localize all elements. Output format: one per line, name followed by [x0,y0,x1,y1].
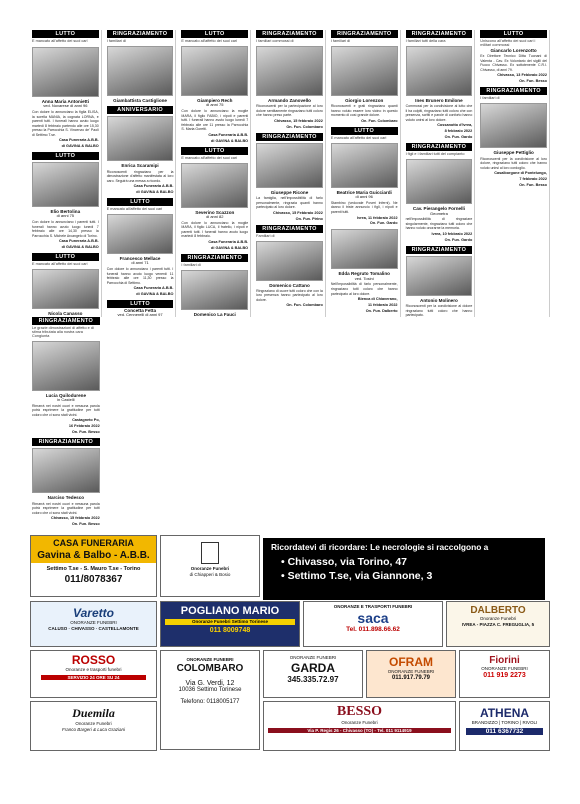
ad-gavina-name: Gavina & Balbo - A.B.B. [31,550,156,563]
obituary-card [107,30,174,103]
ad-varetto[interactable] [30,601,157,647]
obituary-card [406,143,473,243]
obituary-signature: On. Fun. Pirino [295,216,323,221]
ad-saca[interactable] [303,601,443,647]
obituaries-grid [30,30,550,530]
obituary-intro: I familiari di [106,39,126,43]
obituary-card [480,87,547,188]
obituary-signature: On. Fun. Besso [519,183,547,188]
deceased-name: Domenico Cattano [269,282,310,288]
obituary-intro: I familiari tutti della cara [405,39,446,43]
obituary-signature: Casa Funeraria A.B.B. [133,286,174,291]
ad-gavina-locations: Settimo T.se - S. Mauro T.se - Torino [46,566,141,572]
portrait-photo [107,46,174,96]
deceased-name: Antonio Molinero [420,297,458,303]
obituary-header: LUTTO [331,127,398,135]
obituary-intro: Familiari di [256,233,275,238]
deceased-name: Armando Zanovello [268,98,311,103]
obituary-card [181,30,248,144]
obituary-signature: On. Fun. Besso [519,79,547,84]
obituary-signature: 16 Febbraio 2022 [68,424,100,429]
obituary-intro: Uniscono all'affetto dei suoi cari i militari commossi [480,39,536,47]
ad-varetto-title: Varetto [73,606,114,620]
deceased-name: Beatrice Maria Guicciardi [336,189,392,195]
ad-saca-phone: Tel. 011.898.66.62 [346,625,400,633]
ad-colombaro-phone: Telefono: 0118005177 [180,698,240,705]
deceased-name: Ines Brunero Emilone [415,98,463,103]
deceased-age: Geometra [430,210,448,216]
obituary-signature: Chivasso, 15 febbraio 2022 [274,118,323,123]
ad-rosso-title: ROSSO [71,653,116,667]
obituary-intro: E mancato all'affetto dei suoi cari [106,207,163,212]
ad-ofram[interactable] [366,650,456,698]
obituary-signature: Castagneto Po, [72,418,100,423]
obituary-text: Con dolore lo annunciano la moglie MARA, il figlio FABIO, i nipoti e parenti tutti. I funerali hanno avuto luogo lunedì 7 febbraio alle ore 11 presso la Parrocchia S. Maria Goretti. [181,109,249,132]
obituary-text: Con dolore lo annunciano la figlia ELISA, la sorella MANIA, la cognata LORNA, e parenti tutti. I funerali hanno avuto luogo martedì 8 febbraio partendo alle ore 15,30 presso la Parrocchia S. Vincenzo de' Paoli di Settimo T.se. [32,110,99,137]
obituary-signature: di GAVINA & BALBO [136,292,174,297]
portrait-photo [181,163,248,208]
obituary-intro: I familiari di [330,39,351,43]
obituary-card [32,253,99,316]
ad-pogliano-sub: Onoranze Funebri Settimo Torinese [165,619,295,625]
obituary-signature: On. Fun. Gardo [369,221,398,226]
ad-gavina-phone: 011/8078367 [64,574,123,585]
obituary-card [32,47,99,149]
obituary-column [30,30,102,317]
ad-ofram-sub: ONORANZE FUNEBRI [387,669,435,674]
obituary-signature: 8 febbraio 2022 [444,129,473,134]
deceased-name: Edda Regruto Tomalino [338,271,390,277]
obituary-signature: di GAVINA & BALBO [211,245,249,250]
obituary-text: Riconoscenti ringraziano per la dimostrazione d'affetto manifestata al loro caro. Seguirà una messa a ricordo. [106,169,174,183]
obituary-intro: E mancato all'affetto dei suoi cari [32,39,88,43]
obituary-text: La famiglia, nell'impossibilità di farlo personalmente, ringrazia quanti hanno partecipato al loro dolore. [256,196,323,210]
ad-varetto-sub: ONORANZE FUNEBRI [70,620,117,625]
obituary-card [331,229,398,313]
obituary-text: Commossi per la condivisione al lutto che li ha colpiti, ringraziano tutti coloro che con presenza, scritti e parole di conforto hanno voluto unirsi al loro dolore. [405,104,473,122]
deceased-age: di anni 75 [56,213,75,219]
obituary-header: RINGRAZIAMENTO [107,30,174,38]
obituary-text: Riconoscenti per la partecipazione al loro dolore sentitamente ringraziano tutti coloro che hanno preso parte. [256,104,323,118]
obituary-card [331,127,398,227]
deceased-name: Concetta Fetta [124,308,157,314]
portrait-photo [406,46,473,96]
ad-fiorini-phone: 011 919 2273 [483,671,526,679]
obituary-signature: 7 febbraio 2022 [519,177,547,182]
obituary-header: RINGRAZIAMENTO [181,254,248,262]
deceased-age: in Castelli [57,397,75,403]
portrait-photo [256,46,323,96]
ad-colombaro-street: Via G. Verdi, 12 [185,679,235,687]
obituary-card [480,30,547,84]
obituary-intro: I familiari di [181,262,201,267]
obituary-column [179,30,251,317]
obituary-intro: E mancato all'affetto dei suoi cari [32,262,88,267]
obituary-intro: I familiari di [480,96,500,101]
obituary-card [181,254,248,317]
obituary-column [105,30,177,317]
obituary-card [406,246,473,317]
ad-besso[interactable] [263,701,456,751]
deceased-name: Giuseppe Ricone [270,189,309,195]
obituary-header: RINGRAZIAMENTO [32,438,100,446]
deceased-name: Francesco Mellace [119,256,161,262]
deceased-name: Narciso Tedesco [47,495,85,501]
ad-dalberto-address: IVREA - PIAZZA C. FREGUGLIA, 5 [461,621,535,627]
obituary-signature: di GAVINA & BALBO [61,245,99,250]
obituary-signature: On. Fun. Colombaro [286,303,323,308]
obituary-card [406,30,473,140]
ad-fiorini-title: Fiorini [489,655,520,666]
obituary-signature: On. Fun. Besso [71,430,100,435]
portrait-photo [32,269,99,309]
obituary-header: LUTTO [107,300,174,308]
ad-fiorini-sub: ONORANZE FUNEBRI [481,666,528,671]
portrait-photo [331,46,398,96]
deceased-name: Giampiero Rech [197,98,233,103]
obituary-text: Stambino (vedovale Poveri Inferni). Ne danno il triste annuncio i figli, i nipoti e parenti tutti. [330,200,398,215]
ad-pogliano-title: POGLIANO MARIO [180,605,280,617]
ad-besso-address: Via P. Regis 26 - Chivasso (TO) - Tel. 011 9114919 [268,728,451,734]
portrait-photo [32,341,100,391]
obituary-text: Riconoscenti e grati ringraziano quanti hanno voluto essere loro vicino in questo momento di così grande dolore. [330,104,398,118]
obituary-text: Nell'impossibilità di farlo personalmente, ringraziano tutti coloro che hanno partecipato al loro dolore. [330,282,398,296]
obituary-header: LUTTO [181,147,248,155]
banner-address-settimo: • Settimo T.se, via Giannone, 3 [281,570,433,582]
banner-address-chivasso: • Chivasso, via Torino, 47 [281,556,408,568]
ad-athena[interactable] [459,701,550,751]
ad-onoranze1-sub: di Chiapperi & Bosio [189,571,231,577]
ad-garda[interactable] [263,650,363,698]
obituary-signature: di GAVINA & BALBO [136,190,174,195]
logo-icon [201,542,219,564]
obituary-text: Rimarrà nei nostri cuori e nessuna parola potrà esprimere la gratitudine per tutti coloro che ci sono stati vicini. [32,403,100,417]
deceased-age: ved. Novarese di anni 96 [43,103,88,109]
obituary-intro: Le grazie dimostrazioni di affetto e di stima tributata alla nostra cara Congiunta [32,325,94,338]
obituary-column [329,30,401,317]
ad-pogliano[interactable] [160,601,300,647]
ad-onoranze-chiapperi[interactable] [160,535,260,597]
obituary-text: Con dolore lo annunciano i parenti tutti. I funerali hanno avuto luogo venerdì 11 febbraio alle ore 11,30 presso la Parrocchia di Settimo. [106,267,174,285]
obituary-header: LUTTO [181,30,248,38]
obituary-signature: Casa Funeraria A.B.B. [208,239,249,244]
obituary-signature: Chivasso, 15 Febbraio 2022 [273,210,323,215]
obituary-header: RINGRAZIAMENTO [480,87,547,95]
obituary-card [256,225,323,309]
obituary-header: RINGRAZIAMENTO [406,143,473,151]
obituary-intro: E mancato all'affetto dei suoi cari [181,39,237,43]
ad-varetto-cities: CALUSO · CHIVASSO · CASTELLAMONTE [48,625,139,631]
ad-fiorini[interactable] [459,650,550,698]
obituary-header: RINGRAZIAMENTO [256,225,323,233]
obituary-signature: Casa Funeraria A.B.B. [208,132,249,137]
obituary-signature: Ivrea, 10 febbraio 2022 [431,231,473,236]
obituary-header: RINGRAZIAMENTO [331,30,398,38]
obituary-header: RINGRAZIAMENTO [406,246,473,254]
obituary-intro: I figli e i familiari tutti del compianto [405,152,465,157]
obituary-intro: E mancato all'affetto dei suoi cari [330,135,387,140]
deceased-age: ved. Tosini [354,275,374,281]
deceased-age: di anni 75 [206,102,224,108]
ad-saca-name: saca [357,609,389,626]
portrait-photo [32,47,99,97]
obituary-text: Con dolore lo annunciano la moglie MARA, il figlio LUCA, il fratello, i nipoti e parenti tutti. I funerali hanno avuto luogo martedì 8 febbraio. [181,220,249,239]
obituary-signature: Bienca di Chiaverano, [357,297,398,302]
portrait-photo [406,256,473,296]
deceased-age: ved. Cennerelli di anni 97 [117,312,163,317]
deceased-name: Elio Bertolina [50,209,81,215]
obituary-signature: Casa Funeraria A.B.B. [58,239,99,244]
portrait-photo [406,159,473,204]
ad-besso-sub: Onoranze Funebri [341,720,378,725]
obituary-text: Con dolore lo annunciano i parenti tutti. I funerali hanno avuto luogo lunedì 7 febbraio alle ore 14,30 presso la Parrocchia S. Michele Arcangelo di Torino. [32,220,99,238]
ad-garda-title: ONORANZE FUNEBRI [289,655,337,660]
portrait-photo [256,143,323,188]
obituary-header: RINGRAZIAMENTO [406,30,473,38]
deceased-name: Nicola Canasso [48,311,83,317]
ad-dalberto[interactable] [446,601,550,647]
obituary-signature: On. Fun. Colombaro [361,118,398,123]
portrait-photo [181,270,248,310]
portrait-photo [32,162,99,207]
obituary-intro: I familiari commossi di [256,39,294,43]
obituary-card [181,147,248,251]
obituary-text: nell'impossibilità di ringraziare singolarmente, ringraziano tutti coloro che hanno voluto onorarne la memoria. [405,217,473,231]
deceased-age: di anni 82 [206,213,224,219]
obituary-card [256,30,323,130]
obituary-signature: Ivrea, 11 febbraio 2022 [357,215,398,220]
ad-rosso-service: SERVIZIO 24 ORE SU 24 [41,675,146,681]
obituary-card [107,300,174,317]
ad-saca-title: ONORANZE E TRASPORTI FUNEBRI [333,604,413,609]
deceased-name: Giuseppe Pettiglio [493,150,534,156]
ad-colombaro-city: 10036 Settimo Torinese [178,686,242,693]
obituary-text: Riconoscenti per la condivisione al dolore ringraziano tutti coloro che hanno partecipato. [405,304,473,317]
ad-colombaro-name: COLOMBARO [176,662,244,674]
obituary-header: ANNIVERSARIO [107,106,174,114]
deceased-age: di anni 71 [131,260,149,266]
ad-dalberto-title: DALBERTO [470,605,526,616]
ad-dalberto-sub: Onoranze Funebri [479,616,517,621]
deceased-name: Lucia Quilodurene [45,392,87,398]
ad-duemila[interactable] [30,701,157,751]
obituary-card [32,317,100,435]
ad-colombaro[interactable] [160,650,260,750]
deceased-name: Giorgio Lorenzon [345,98,384,103]
obituary-signature: Casalborgone di Pontelungo, [494,171,547,176]
ad-duemila-owners: Franco Bargeri & Luca Graziani [61,726,126,732]
ad-gavina-title: CASA FUNERARIA [31,536,156,550]
portrait-photo [480,103,547,148]
obituary-signature: 11 febbraio 2022 [368,303,398,308]
deceased-name: Anna Maria Antonietti [41,99,89,104]
ad-athena-phone: 011 6367732 [466,728,543,735]
ad-pogliano-phone: 011 8009748 [209,626,251,634]
obituary-header: LUTTO [480,30,547,38]
ad-athena-title: ATHENA [479,706,530,720]
portrait-photo [181,46,248,96]
obituary-signature: Cossanotto d'Ivrea, [437,123,473,128]
obituary-signature: On. Fun. Gardo [444,135,473,140]
obituary-text: Ex Direttore Tecnico Ditta Tuonani di Valenta - Cav. Ex Volontario dei sigilli del Fuoco Chivasso. Ex sottotenente C.R.I. Chivasso, di anni 79. [480,54,547,72]
ad-ofram-phone: 011.917.79.79 [391,674,431,681]
portrait-photo [331,229,398,269]
obituary-card [32,438,100,527]
deceased-name: Cav. Pierangelo Fornelli [412,206,465,212]
obituary-signature: On. Fun. Besso [71,522,100,527]
portrait-photo [331,143,398,188]
obituary-header: LUTTO [32,152,99,160]
obituary-header: RINGRAZIAMENTO [32,317,100,325]
banner-title: Ricordatevi di ricordare: Le necrologie si raccolgono a [271,542,489,552]
ad-ofram-title: OFRAM [389,655,433,669]
obituary-signature: Chivasso, 13 Febbraio 2022 [497,73,547,78]
ad-athena-sub: BRANDIZZO | TORINO | RIVOLI [471,720,538,725]
ad-besso-title: BESSO [336,704,383,719]
obituary-card [32,152,99,250]
obituary-column [478,30,550,317]
obituary-header: RINGRAZIAMENTO [256,30,323,38]
portrait-photo [107,116,174,161]
ad-gavina-balbo[interactable] [30,535,157,597]
obituary-signature: Casa Funeraria A.B.B. [133,184,174,189]
obituary-header: LUTTO [32,253,99,261]
obituary-text: Riconoscenti per la condivisione al loro dolore, ringraziano tutti coloro che hanno voluto unirsi al loro cordoglio. [480,156,547,170]
necrologie-banner [263,538,545,600]
obituary-card [331,30,398,124]
obituary-card [107,106,174,195]
obituary-column [30,317,102,530]
obituary-card [32,30,99,44]
obituary-header: LUTTO [32,30,99,38]
obituary-intro: E mancato all'affetto dei suoi cari [181,155,237,160]
ad-onoranze1-title: Onoranze Funebri [190,566,230,571]
obituary-card [107,198,174,297]
obituary-signature: di GAVINA & BALBO [211,138,249,143]
ad-duemila-title: Duemila [72,706,115,720]
obituary-card [256,133,323,222]
deceased-age: di anni 96 [355,194,373,200]
portrait-photo [32,448,100,493]
deceased-name: Giancarlo Lorenzotto [490,48,537,53]
obituary-text: Rimarrà nei nostri cuori e nessuna parola potrà esprimere la gratitudine per tutti coloro che ci sono stati vicini. [32,501,100,515]
obituary-signature: Casa Funeraria A.B.B. [58,138,99,143]
obituary-column [404,30,476,317]
obituary-text: Ringraziano di cuore tutti coloro che con la loro presenza hanno partecipato al loro dolore. [256,288,323,302]
obituary-signature: On. Fun. Gardo [444,237,473,242]
ad-garda-name: GARDA [291,660,335,675]
obituary-signature: Chivasso, 15 febbraio 2022 [50,516,100,521]
portrait-photo [107,214,174,254]
obituary-header: LUTTO [107,198,174,206]
obituary-signature: On. Fun. Dalberto [365,308,398,313]
obituary-signature: di GAVINA & BALBO [61,144,99,149]
obituary-column [254,30,326,317]
ad-duemila-sub: Onoranze Funebri [75,721,112,726]
deceased-name: Giambattista Castiglione [113,98,167,103]
ad-rosso-sub: Onoranze e trasporti funebri [65,667,122,672]
portrait-photo [256,241,323,281]
ad-rosso[interactable] [30,650,157,698]
deceased-name: Enrica Scaramipi [121,163,159,169]
ad-colombaro-title: ONORANZE FUNEBRI [186,657,234,662]
ad-garda-phone: 345.335.72.97 [287,674,339,684]
deceased-name: Severino Scazzon [195,209,235,215]
deceased-name: Domenico La Fauci [193,311,236,317]
obituary-signature: On. Fun. Colombaro [286,124,323,129]
obituary-header: RINGRAZIAMENTO [256,133,323,141]
